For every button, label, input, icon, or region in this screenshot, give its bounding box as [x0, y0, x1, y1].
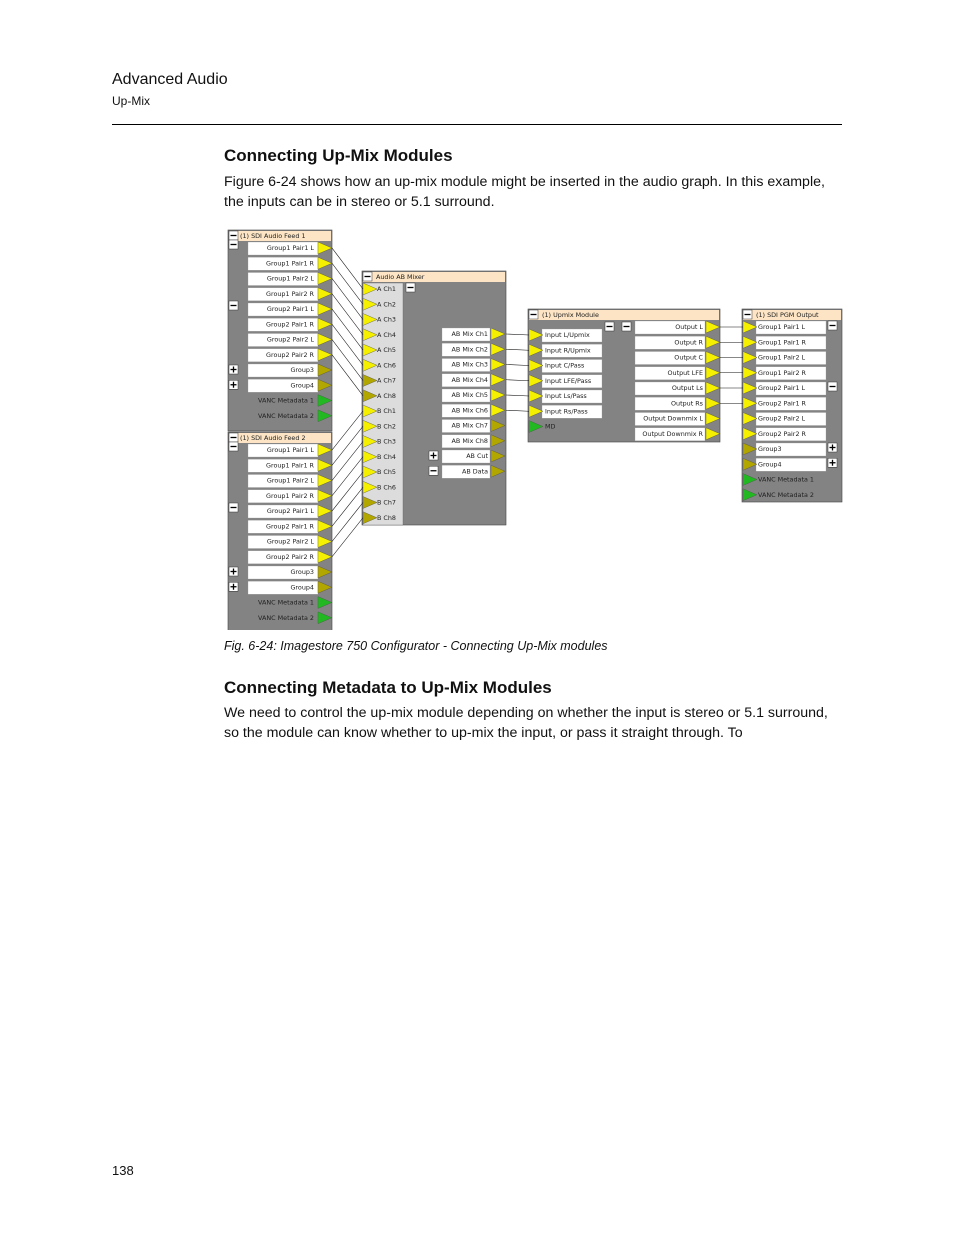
feed2-port-group1-pair2-r: Group1 Pair2 R	[266, 491, 314, 500]
wire-feed2-to-mixer-b6	[332, 487, 363, 526]
mixer-out-ab-mix-ch3: AB Mix Ch3	[451, 360, 488, 369]
mixer-out-ab-mix-ch2: AB Mix Ch2	[451, 345, 488, 354]
upmix-in-input-ls-pass: Input Ls/Pass	[545, 392, 587, 400]
upmix-out-output-downmix-l: Output Downmix L	[643, 414, 703, 423]
mixer-in-b-ch8: B Ch8	[377, 513, 396, 522]
feed1-port-group1-pair2-r: Group1 Pair2 R	[266, 289, 314, 298]
feed2-port-vanc-metadata-2: VANC Metadata 2	[258, 613, 314, 622]
upmix-in-input-lfe-pass: Input LFE/Pass	[545, 376, 592, 385]
mixer-in-a-ch7: A Ch7	[377, 376, 396, 385]
mixer-in-a-ch8: A Ch8	[377, 391, 396, 400]
wire-feed2-to-mixer-b2	[332, 426, 363, 465]
upmix-in-input-rs-pass: Input Rs/Pass	[545, 407, 588, 416]
mixer-in-a-ch3: A Ch3	[377, 315, 396, 324]
feed1-port-vanc-metadata-2: VANC Metadata 2	[258, 411, 314, 420]
feed2-port-group2-pair1-l: Group2 Pair1 L	[266, 507, 314, 515]
mixer-in-b-ch1: B Ch1	[377, 407, 396, 415]
mixer-in-a-ch1: A Ch1	[377, 285, 396, 293]
wire-mixer-to-upmix-1	[506, 334, 529, 335]
feed1-port-group1-pair1-r: Group1 Pair1 R	[266, 259, 314, 268]
feed1-title: (1) SDI Audio Feed 1	[240, 232, 306, 240]
wire-mixer-to-upmix-5	[506, 395, 529, 396]
pgm-in-group2-pair2-l: Group2 Pair2 L	[758, 414, 806, 423]
mixer-out-ab-cut: AB Cut	[466, 452, 488, 460]
mixer-in-b-ch7: B Ch7	[377, 498, 396, 507]
upmix-out-output-downmix-r: Output Downmix R	[642, 429, 703, 438]
wire-feed1-to-mixer-a5	[332, 309, 363, 350]
pgm-in-vanc-metadata-2: VANC Metadata 2	[758, 490, 814, 499]
feed2-port-vanc-metadata-1: VANC Metadata 1	[258, 598, 314, 607]
mixer-in-a-ch5: A Ch5	[377, 346, 396, 354]
feed2-port-group1-pair2-l: Group1 Pair2 L	[266, 476, 314, 485]
pgm-in-group4: Group4	[758, 460, 782, 469]
mixer-out-ab-data: AB Data	[461, 467, 488, 476]
audio-graph-figure	[222, 226, 846, 630]
wire-mixer-to-upmix-2	[506, 349, 529, 350]
feed1-port-group1-pair1-l: Group1 Pair1 L	[266, 244, 314, 252]
feed2-port-group4: Group4	[290, 583, 314, 592]
section-body-connecting-upmix: Figure 6-24 shows how an up-mix module might be inserted in the audio graph. In this example, the inputs can be in stereo or 5.1 surround.	[224, 174, 825, 210]
figure-caption: Fig. 6-24: Imagestore 750 Configurator - Connecting Up-Mix modules	[224, 639, 608, 653]
running-header-chapter: Advanced Audio	[112, 71, 228, 88]
upmix-in-md: MD	[545, 422, 556, 431]
upmix-out-output-l: Output L	[675, 323, 703, 331]
section-heading-connecting-metadata: Connecting Metadata to Up-Mix Modules	[224, 678, 552, 697]
upmix-out-output-lfe: Output LFE	[667, 368, 703, 377]
feed1-port-vanc-metadata-1: VANC Metadata 1	[258, 396, 314, 405]
upmix-in-input-l-upmix: Input L/Upmix	[545, 331, 590, 339]
mixer-out-ab-mix-ch7: AB Mix Ch7	[451, 421, 488, 430]
wire-feed1-to-mixer-a3	[332, 279, 363, 320]
mixer-out-ab-mix-ch1: AB Mix Ch1	[451, 330, 488, 338]
feed1-port-group2-pair2-l: Group2 Pair2 L	[266, 335, 314, 344]
pgm-in-group1-pair2-l: Group1 Pair2 L	[758, 353, 806, 362]
wire-feed2-to-mixer-b8	[332, 518, 363, 557]
upmix-title: (1) Upmix Module	[542, 311, 599, 319]
mixer-in-b-ch2: B Ch2	[377, 422, 396, 431]
mixer-in-a-ch2: A Ch2	[377, 300, 396, 309]
wire-feed1-to-mixer-a4	[332, 294, 363, 335]
mixer-out-ab-mix-ch5: AB Mix Ch5	[451, 391, 488, 399]
section-heading-connecting-upmix: Connecting Up-Mix Modules	[224, 146, 453, 165]
upmix-out-output-r: Output R	[674, 338, 703, 347]
section-body-connecting-metadata: We need to control the up-mix module depending on whether the input is stereo or 5.1 surround, so the module can know whether to up-mix the input, or pass it straight through. To	[224, 705, 828, 741]
header-rule	[112, 124, 842, 125]
wire-feed1-to-mixer-a1	[332, 248, 363, 289]
mixer-out-ab-mix-ch6: AB Mix Ch6	[451, 406, 488, 415]
mixer-in-a-ch4: A Ch4	[377, 330, 396, 339]
mixer-out-ab-mix-ch4: AB Mix Ch4	[451, 375, 488, 384]
feed2-port-group2-pair2-l: Group2 Pair2 L	[266, 537, 314, 546]
pgm-in-group3: Group3	[758, 445, 782, 453]
upmix-out-output-ls: Output Ls	[671, 384, 703, 392]
wire-mixer-to-upmix-3	[506, 365, 529, 366]
feed1-port-group2-pair2-r: Group2 Pair2 R	[266, 350, 314, 359]
wire-feed2-to-mixer-b7	[332, 503, 363, 542]
pgm-in-group2-pair1-l: Group2 Pair1 L	[758, 384, 806, 392]
mixer-in-b-ch5: B Ch5	[377, 468, 396, 476]
upmix-in-input-c-pass: Input C/Pass	[545, 361, 585, 370]
wire-feed1-to-mixer-a8	[332, 355, 363, 396]
feed2-port-group3: Group3	[290, 568, 314, 576]
pgm-in-group1-pair1-l: Group1 Pair1 L	[758, 323, 806, 331]
wire-feed2-to-mixer-b5	[332, 472, 363, 511]
feed1-port-group1-pair2-l: Group1 Pair2 L	[266, 274, 314, 283]
wire-feed2-to-mixer-b4	[332, 457, 363, 496]
pgm-in-group2-pair2-r: Group2 Pair2 R	[758, 429, 806, 438]
wire-feed2-to-mixer-b1	[332, 411, 363, 450]
feed1-port-group3: Group3	[290, 366, 314, 374]
mixer-out-ab-mix-ch8: AB Mix Ch8	[451, 436, 488, 445]
pgm-in-group1-pair1-r: Group1 Pair1 R	[758, 338, 806, 347]
pgm-in-vanc-metadata-1: VANC Metadata 1	[758, 475, 814, 484]
pgm-title: (1) SDI PGM Output	[756, 311, 819, 319]
running-header-section: Up-Mix	[112, 94, 150, 108]
feed2-title: (1) SDI Audio Feed 2	[240, 434, 306, 442]
upmix-out-output-rs: Output Rs	[671, 399, 703, 408]
page-number: 138	[112, 1163, 134, 1178]
wire-feed1-to-mixer-a2	[332, 263, 363, 304]
pgm-in-group2-pair1-r: Group2 Pair1 R	[758, 399, 806, 408]
feed1-port-group2-pair1-l: Group2 Pair1 L	[266, 305, 314, 313]
feed1-port-group2-pair1-r: Group2 Pair1 R	[266, 320, 314, 329]
feed2-port-group1-pair1-l: Group1 Pair1 L	[266, 446, 314, 454]
mixer-in-a-ch6: A Ch6	[377, 361, 396, 370]
upmix-out-output-c: Output C	[674, 353, 703, 362]
wire-feed1-to-mixer-a7	[332, 340, 363, 381]
mixer-in-b-ch4: B Ch4	[377, 452, 396, 461]
wire-feed2-to-mixer-b3	[332, 442, 363, 481]
wire-mixer-to-upmix-6	[506, 410, 529, 411]
feed1-port-group4: Group4	[290, 381, 314, 390]
wire-feed1-to-mixer-a6	[332, 324, 363, 365]
mixer-in-b-ch3: B Ch3	[377, 437, 396, 446]
feed2-port-group2-pair1-r: Group2 Pair1 R	[266, 522, 314, 531]
mixer-in-b-ch6: B Ch6	[377, 483, 396, 492]
feed2-port-group1-pair1-r: Group1 Pair1 R	[266, 461, 314, 470]
upmix-in-input-r-upmix: Input R/Upmix	[545, 346, 591, 355]
pgm-in-group1-pair2-r: Group1 Pair2 R	[758, 368, 806, 377]
wire-mixer-to-upmix-4	[506, 380, 529, 381]
mixer-title: Audio AB Mixer	[376, 273, 425, 281]
feed2-port-group2-pair2-r: Group2 Pair2 R	[266, 552, 314, 561]
